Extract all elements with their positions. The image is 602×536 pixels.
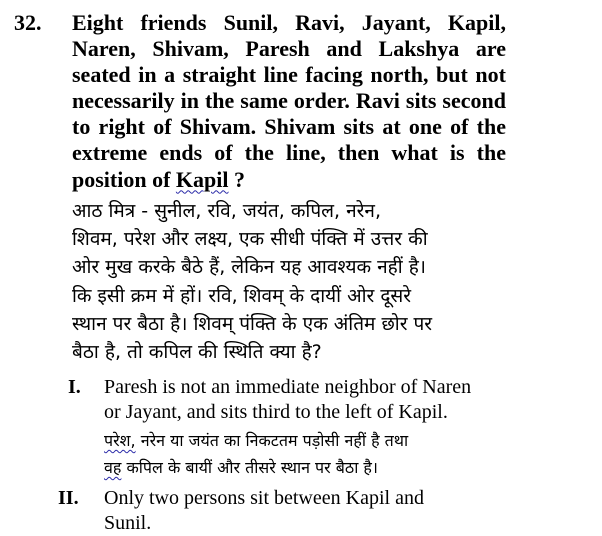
statement-english-line: or Jayant, and sits third to the left of Kapil. [104, 401, 448, 423]
question-english-line: necessarily in the same order. Ravi sits second [72, 88, 506, 114]
statement-english [104, 375, 504, 425]
statement-hindi-line [104, 427, 408, 454]
question-hindi-line: आठ मित्र - सुनील, रवि, जयंत, कपिल, नरेन, [72, 200, 382, 222]
question-english-last-suffix: ? [228, 166, 245, 192]
statement-numeral: II. [58, 487, 79, 509]
question-english-line: extreme ends of the line, then what is the [72, 140, 506, 166]
statement-english [104, 486, 504, 536]
question-english-last-prefix: position of [72, 166, 176, 192]
question-text-english [72, 10, 506, 193]
question-hindi-line: बैठा है, तो कपिल की स्थिति क्या है? [72, 340, 322, 363]
statement-english-line: Paresh is not an immediate neighbor of Naren [104, 376, 472, 398]
statement-hindi [104, 427, 408, 481]
question-hindi-line: ओर मुख करके बैठे हैं, लेकिन यह आवश्यक नहीं है। [72, 256, 427, 279]
question-english-line: to right of Shivam. Shivam sits at one of the [72, 114, 506, 140]
question-number: 32. [14, 10, 42, 35]
question-hindi-line: कि इसी क्रम में हों। रवि, शिवम् के दायीं ओर दूसरे [72, 284, 412, 307]
question-text-hindi [72, 197, 506, 366]
statement-numeral: I. [68, 376, 81, 398]
statement-english-line: Sunil. [104, 512, 152, 534]
question-hindi-line: स्थान पर बैठा है। शिवम् पंक्ति के एक अंतिम छोर पर [72, 312, 433, 335]
statement-hindi-rest: नरेन या जयंत का निकटतम पड़ोसी नहीं है तथा [135, 431, 409, 450]
statement-hindi-line [104, 454, 408, 481]
question-hindi-line: शिवम, परेश और लक्ष्य, एक सीधी पंक्ति में उत्तर की [72, 228, 428, 251]
statement-hindi-rest: कपिल के बायीं और तीसरे स्थान पर बैठा है। [121, 458, 378, 477]
statement-english-line: Only two persons sit between Kapil and [104, 487, 424, 509]
question-english-line: Eight friends Sunil, Ravi, Jayant, Kapil, [72, 10, 506, 35]
question-english-line: Naren, Shivam, Paresh and Lakshya are [72, 36, 506, 62]
spellcheck-word-kapil: Kapil [175, 166, 229, 192]
question-english-line: seated in a straight line facing north, but not [72, 62, 506, 88]
spellcheck-word-paresh: परेश, [104, 431, 136, 450]
spellcheck-word-vah: वह [104, 458, 122, 477]
question-english-last-line [72, 167, 506, 193]
